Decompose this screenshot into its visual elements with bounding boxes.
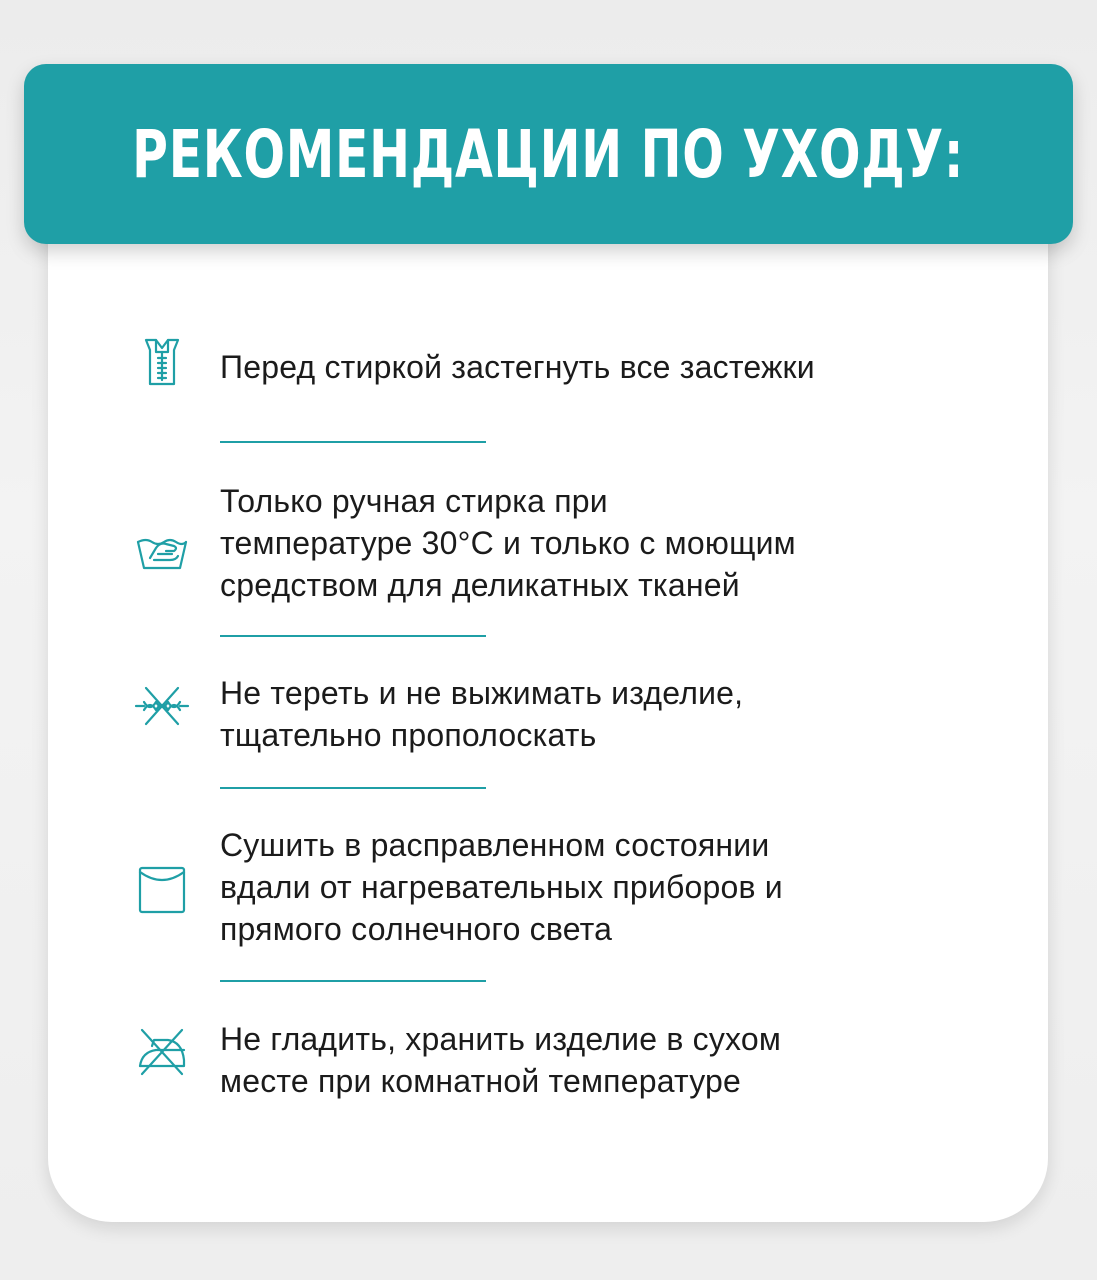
dry-flat-icon <box>134 862 190 918</box>
hand-wash-icon <box>134 520 190 576</box>
divider <box>220 441 486 443</box>
care-item-text <box>220 824 980 950</box>
care-item-text <box>220 672 980 756</box>
divider <box>220 635 486 637</box>
care-item-line: Только ручная стирка при <box>220 483 608 519</box>
care-item-line: Не тереть и не выжимать изделие, <box>220 675 744 711</box>
care-item-text <box>220 1018 980 1102</box>
care-item-line: прямого солнечного света <box>220 911 613 947</box>
divider <box>220 787 486 789</box>
do-not-wring-icon <box>134 678 190 734</box>
care-card <box>48 150 1048 1222</box>
zipper-icon <box>134 334 190 390</box>
care-item-text <box>220 480 980 606</box>
do-not-iron-icon <box>134 1024 190 1080</box>
care-item-line: Перед стиркой застегнуть все застежки <box>220 349 815 385</box>
care-item-line: месте при комнатной температуре <box>220 1063 742 1099</box>
care-item-line: Не гладить, хранить изделие в сухом <box>220 1021 782 1057</box>
care-item-line: средством для деликатных тканей <box>220 567 740 603</box>
care-item-line: Сушить в расправленном состоянии <box>220 827 770 863</box>
divider <box>220 980 486 982</box>
care-item-text <box>220 346 980 388</box>
header-banner <box>24 64 1073 244</box>
care-item-line: тщательно прополоскать <box>220 717 597 753</box>
care-item-line: температуре 30°С и только с моющим <box>220 525 796 561</box>
care-item-line: вдали от нагревательных приборов и <box>220 869 783 905</box>
page-title: РЕКОМЕНДАЦИИ ПО УХОДУ: <box>132 115 965 193</box>
